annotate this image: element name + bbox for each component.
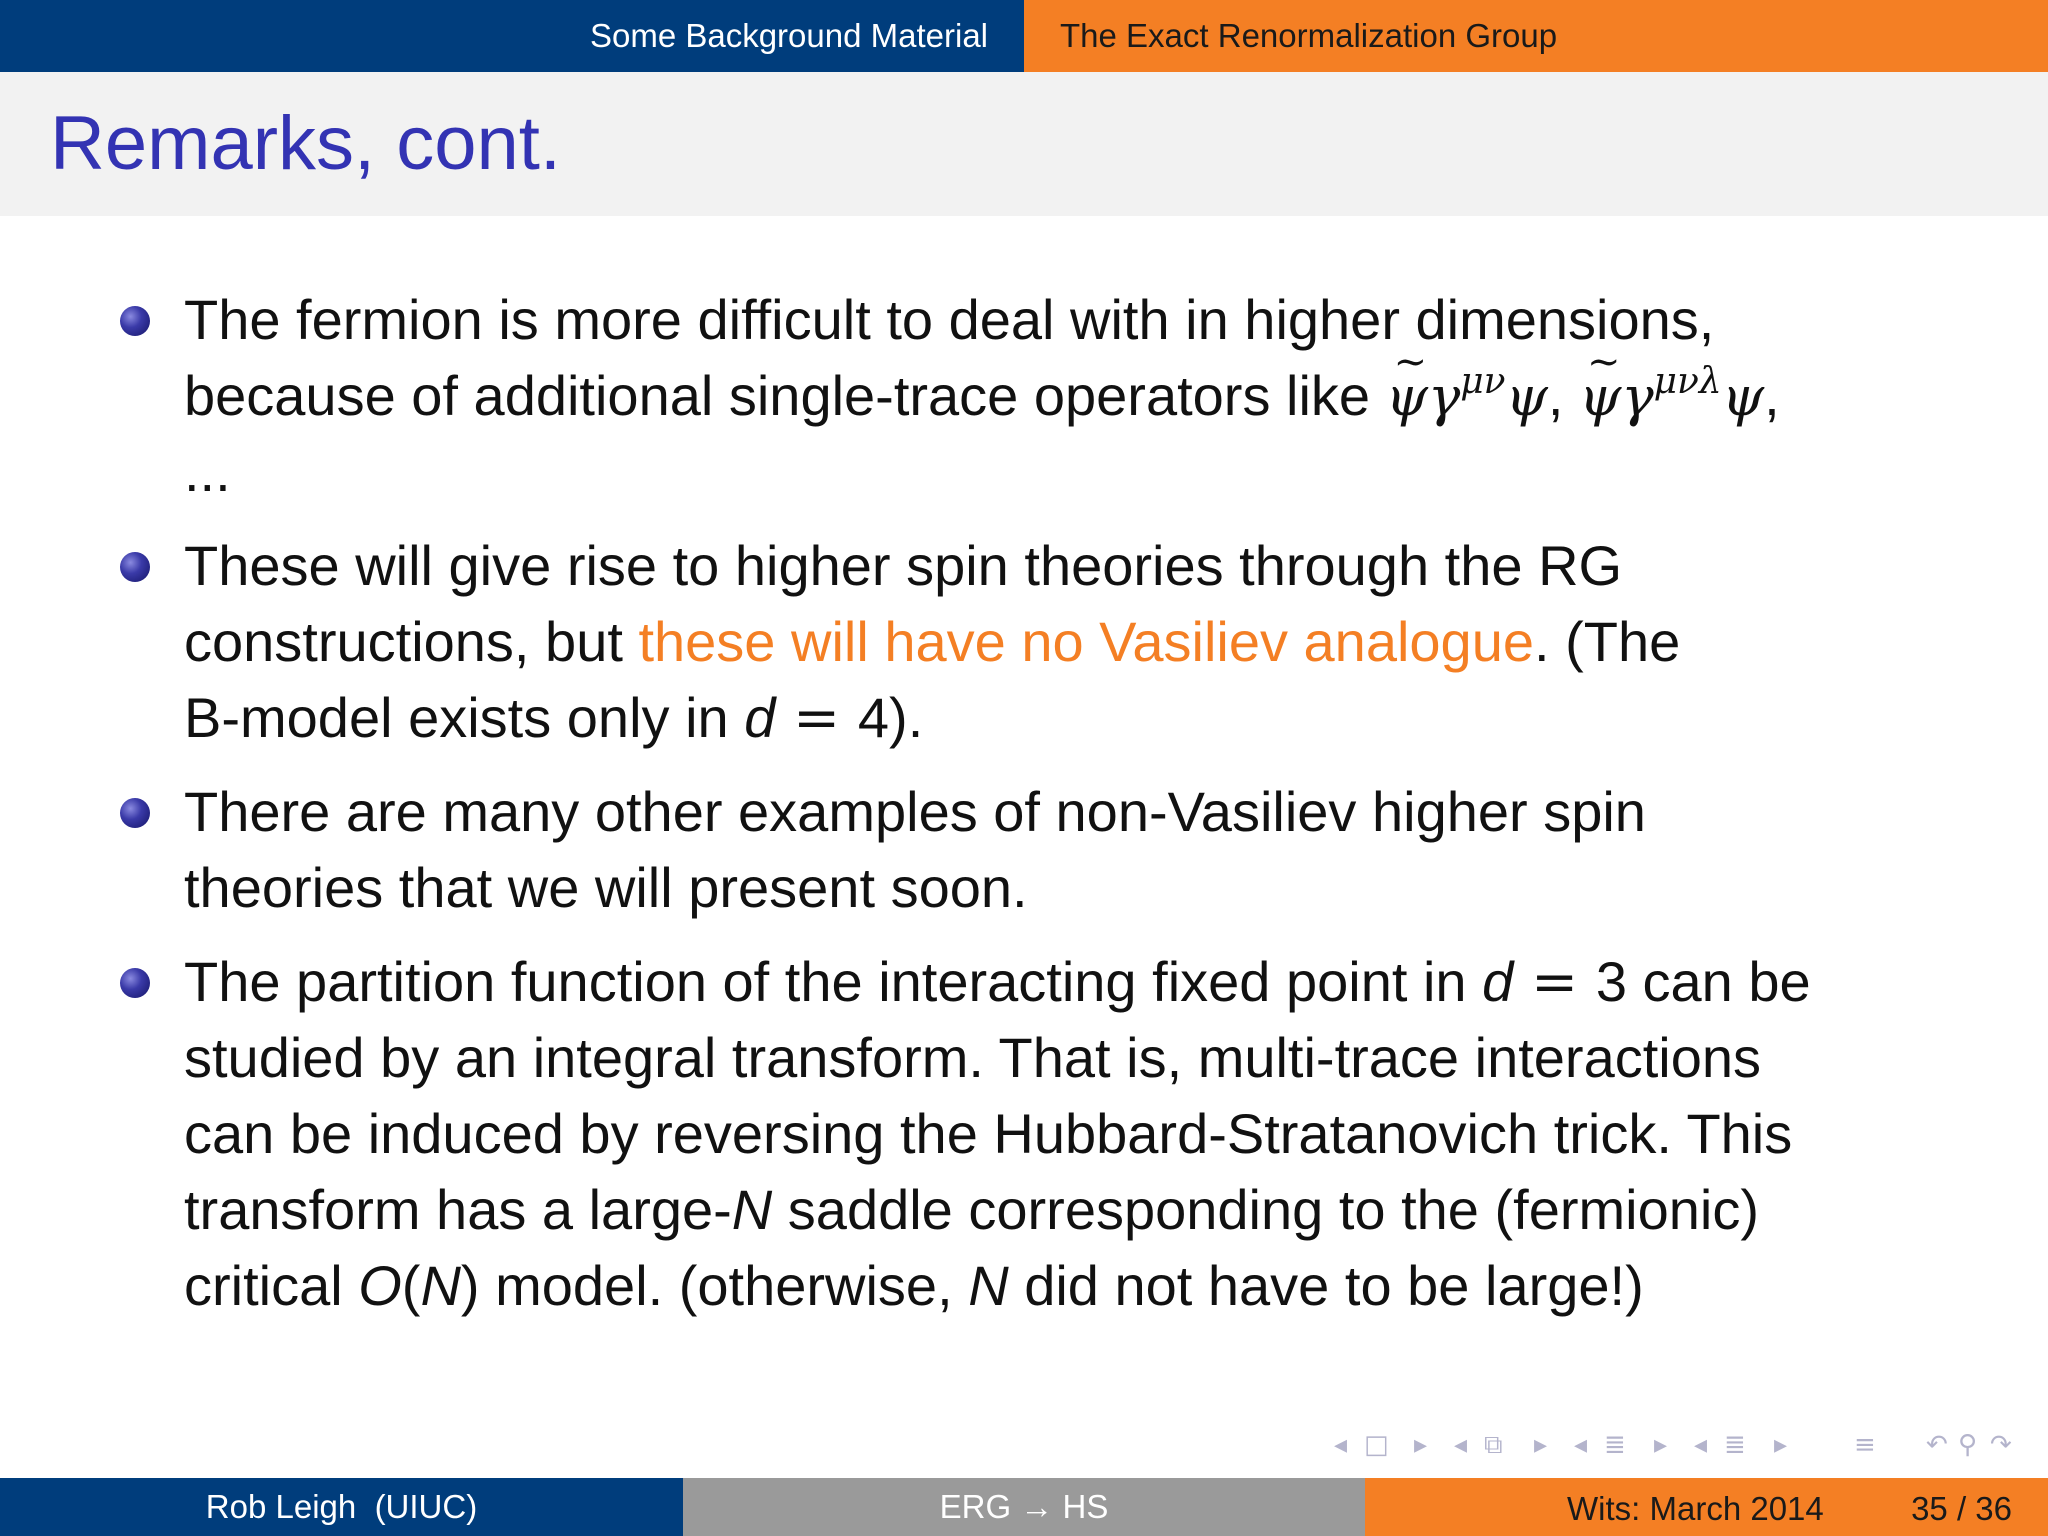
arrow-left-icon[interactable]: ◂ xyxy=(1334,1430,1348,1460)
math-variable: N xyxy=(968,1254,1009,1317)
page-title: Remarks, cont. xyxy=(50,101,562,186)
short-title: ERG → HS xyxy=(939,1488,1109,1525)
header-navigation-bar xyxy=(0,0,2048,72)
math-variable: O xyxy=(358,1254,402,1317)
arrow-right-icon[interactable]: ▸ xyxy=(1654,1430,1668,1460)
bullet-text-line xyxy=(184,610,1681,673)
math-operator-2: ~ $\psi\gamma^{\mu\nu\lambda}\psi$ xyxy=(1579,365,1764,428)
bullet-text-segment: transform has a large- xyxy=(184,1178,732,1241)
bullet-text-line: studied by an integral transform. That is, multi-trace interactions xyxy=(184,1026,1761,1089)
bullet-text-segment: did not have to be large!) xyxy=(1008,1254,1644,1317)
bullet-text-segment: B-model exists only in xyxy=(184,686,745,749)
bullet-text-segment: ( xyxy=(401,1254,421,1317)
header-section-background[interactable] xyxy=(0,0,1024,72)
math-end: , xyxy=(1764,364,1780,427)
bullet-text-segment: The partition function of the interacting fixed point in xyxy=(184,950,1483,1013)
bullet-text-segment: constructions, but xyxy=(184,610,639,673)
math-separator: , xyxy=(1547,364,1564,427)
bullet-ball-icon xyxy=(120,306,150,336)
footer-short-title xyxy=(683,1478,1365,1536)
bullet-text-line: The fermion is more difficult to deal with in higher dimensions, xyxy=(184,288,1715,351)
arrow-left-icon[interactable]: ◂ xyxy=(1694,1430,1708,1460)
bullet-ball-icon xyxy=(120,552,150,582)
bullet-text-line: These will give rise to higher spin theories through the RG xyxy=(184,534,1623,597)
footer-date-page xyxy=(1365,1478,2048,1536)
arrow-right-icon[interactable]: ▸ xyxy=(1774,1430,1788,1460)
undo-icon[interactable]: ↶ xyxy=(1926,1430,1948,1460)
author-name: Rob Leigh (UIUC) xyxy=(205,1488,478,1525)
footer-author xyxy=(0,1478,683,1536)
back-icon[interactable]: ↷ xyxy=(1990,1430,2012,1460)
bullet-text-segment: 4). xyxy=(857,686,924,749)
beamer-navigation-symbols xyxy=(1330,1430,2030,1466)
bullet-text-line xyxy=(184,1254,1644,1317)
header-section-label-current[interactable]: The Exact Renormalization Group xyxy=(1060,17,1558,54)
presentation-date: Wits: March 2014 xyxy=(1567,1490,1824,1527)
math-variable: d xyxy=(1482,950,1514,1013)
footer-bar xyxy=(0,1478,2048,1536)
bullet-text-segment: ) model. (otherwise, xyxy=(460,1254,969,1317)
align-icon[interactable]: ≡ xyxy=(1854,1430,1876,1460)
bullet-text-line xyxy=(184,950,1811,1015)
bullet-text-line: can be induced by reversing the Hubbard-Stratanovich trick. This xyxy=(184,1102,1793,1165)
frame-icon[interactable]: □ xyxy=(1364,1430,1389,1460)
math-operator-1: ~ $\psi\gamma^{\mu\nu}\psi$ xyxy=(1386,365,1548,428)
frame-title-band xyxy=(0,72,2048,216)
search-icon[interactable]: ⚲ xyxy=(1958,1430,1978,1460)
header-section-label[interactable]: Some Background Material xyxy=(589,17,988,54)
bullet-text-line xyxy=(184,1178,1759,1241)
math-variable: d xyxy=(744,686,776,749)
arrow-right-icon[interactable]: ▸ xyxy=(1414,1430,1428,1460)
subsection-icon[interactable]: ≣ xyxy=(1724,1430,1746,1460)
bullet-text-line: theories that we will present soon. xyxy=(184,856,1028,919)
math-variable: N xyxy=(731,1178,773,1241)
subsection-icon[interactable]: ⧉ xyxy=(1484,1430,1503,1460)
section-icon[interactable]: ≣ xyxy=(1604,1430,1626,1460)
math-equals: = xyxy=(1513,950,1596,1015)
highlight-text: these will have no Vasiliev analogue xyxy=(638,610,1534,673)
bullet-text-segment: . (The xyxy=(1534,610,1681,673)
arrow-left-icon[interactable]: ◂ xyxy=(1574,1430,1588,1460)
bullet-ball-icon xyxy=(120,798,150,828)
bullet-text-segment: saddle corresponding to the (fermionic) xyxy=(772,1178,1759,1241)
arrow-right-icon[interactable]: ▸ xyxy=(1534,1430,1548,1460)
bullet-text-line: ... xyxy=(184,440,231,503)
bullet-text-segment: critical xyxy=(184,1254,359,1317)
math-variable: N xyxy=(420,1254,461,1317)
bullet-text-line xyxy=(184,361,1780,428)
bullet-text-segment: 3 can be xyxy=(1595,950,1811,1013)
bullet-text-line xyxy=(184,686,924,751)
page-number: 35 / 36 xyxy=(1911,1490,2012,1527)
header-section-exact-rg[interactable] xyxy=(1024,0,2048,72)
math-equals: = xyxy=(775,686,858,751)
arrow-left-icon[interactable]: ◂ xyxy=(1454,1430,1468,1460)
bullet-text-segment: because of additional single-trace operators like xyxy=(184,364,1371,427)
bullet-text-line: There are many other examples of non-Vasiliev higher spin xyxy=(184,780,1646,843)
bullet-ball-icon xyxy=(120,968,150,998)
